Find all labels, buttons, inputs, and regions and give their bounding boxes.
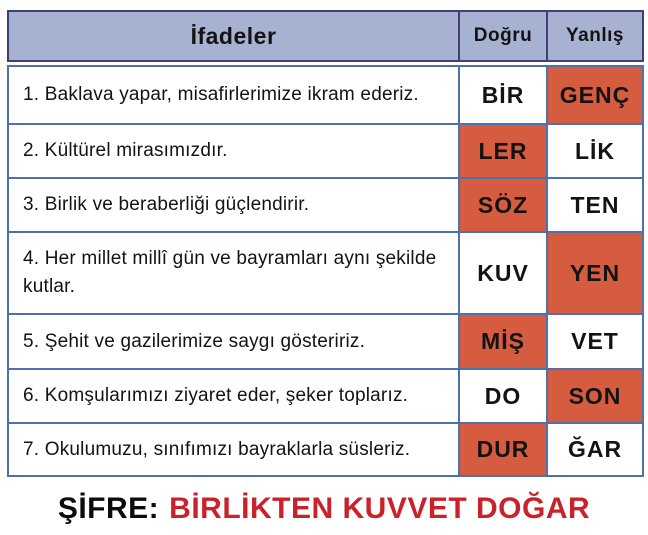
table-row <box>7 65 644 125</box>
answer-cell-dogru: LER <box>458 125 546 177</box>
statement-text: 4. Her millet millî gün ve bayramları aynı şekilde kutlar. <box>23 248 437 297</box>
column-header-true: Doğru <box>458 12 546 60</box>
answer-cell-dogru: SÖZ <box>458 179 546 231</box>
answer-cell-dogru: MİŞ <box>458 315 546 368</box>
answer-cell-dogru: KUV <box>458 233 546 313</box>
table-row <box>7 179 644 233</box>
answer-cell-dogru: DUR <box>458 424 546 475</box>
cipher-label: ŞİFRE: <box>57 492 160 525</box>
statement-text: 7. Okulumuzu, sınıfımızı bayraklarla süsleriz. <box>23 438 411 460</box>
table-body <box>7 65 644 477</box>
cipher-answer: BİRLİKTEN KUVVET DOĞAR <box>169 492 591 525</box>
cipher-line <box>0 492 648 526</box>
true-false-worksheet-table <box>7 10 644 477</box>
answer-cell-dogru: DO <box>458 370 546 422</box>
answer-cell-yanlis: GENÇ <box>546 67 642 123</box>
statement-text: 2. Kültürel mirasımızdır. <box>23 140 228 162</box>
table-row <box>7 370 644 424</box>
column-header-false: Yanlış <box>546 12 642 60</box>
answer-cell-dogru: BİR <box>458 67 546 123</box>
table-row <box>7 424 644 477</box>
answer-cell-yanlis: ĞAR <box>546 424 642 475</box>
answer-cell-yanlis: TEN <box>546 179 642 231</box>
table-row <box>7 233 644 315</box>
table-row <box>7 315 644 370</box>
statement-text: 5. Şehit ve gazilerimize saygı gösteririz. <box>23 330 366 352</box>
statement-text: 3. Birlik ve beraberliği güçlendirir. <box>23 194 310 216</box>
answer-cell-yanlis: SON <box>546 370 642 422</box>
table-header-row <box>7 10 644 62</box>
table-row <box>7 125 644 179</box>
column-header-statements: İfadeler <box>190 22 277 49</box>
statement-text: 6. Komşularımızı ziyaret eder, şeker toplarız. <box>23 385 409 407</box>
answer-cell-yanlis: YEN <box>546 233 642 313</box>
answer-cell-yanlis: LİK <box>546 125 642 177</box>
answer-cell-yanlis: VET <box>546 315 642 368</box>
statement-text: 1. Baklava yapar, misafirlerimize ikram ederiz. <box>23 84 419 106</box>
